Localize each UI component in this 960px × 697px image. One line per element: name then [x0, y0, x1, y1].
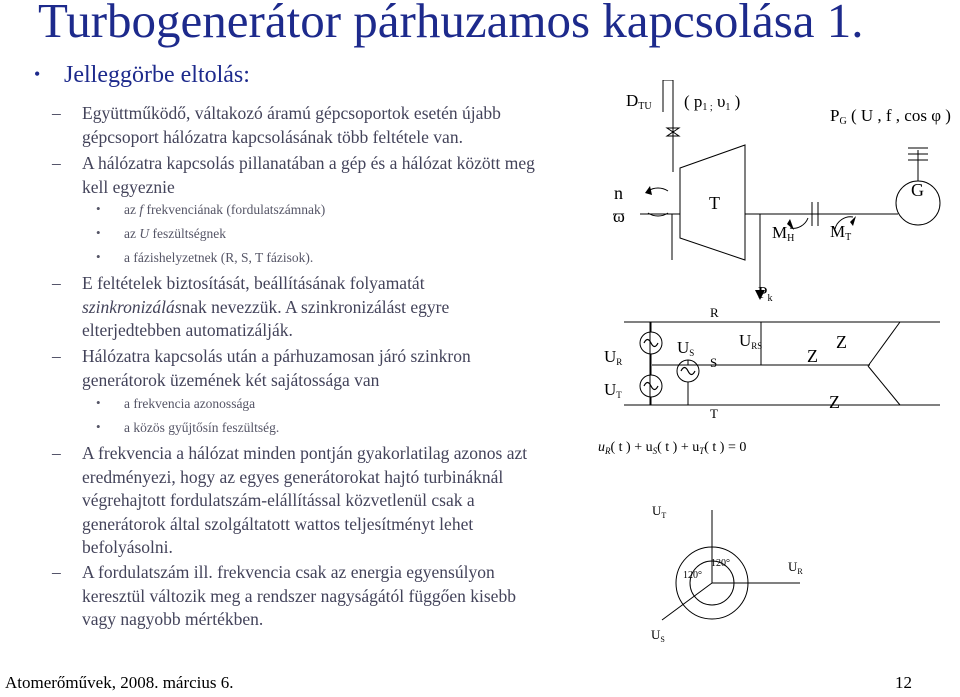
list-item: – Együttműködő, váltakozó áramú gépcsoportok esetén újabb gépcsoport hálózatra kapcsolásának több feltétele van.: [52, 103, 501, 147]
diagram-svg: [580, 80, 960, 670]
p1-label: ( p1 ; υ1 ): [684, 92, 741, 113]
omega-label: ϖ: [613, 206, 625, 226]
list-item: – A hálózatra kapcsolás pillanatában a gép és a hálózat között meg kell egyeznie: [52, 153, 535, 197]
list-item: – Hálózatra kapcsolás után a párhuzamosan járó szinkron generátorok üzemének két sajátossága van: [52, 346, 471, 390]
n-label: n: [614, 183, 623, 203]
dash-icon: –: [52, 443, 61, 463]
turbine-label: T: [709, 193, 720, 213]
phase-r: R: [710, 305, 719, 320]
z-label-1: Z: [836, 332, 847, 352]
ur-label: UR: [604, 347, 623, 367]
slide-content: • Jelleggörbe eltolás: – Együttműködő, váltakozó áramú gépcsoportok esetén újabb gépcsoport hálózatra kapcsolásának több feltétele van. – A hálózatra kapcsolás pillanatában a gép és a hálózat között meg kell egyeznie • az f frekvenciának (fordulatszámnak) • az U feszültségnek • a fázishelyzetnek (R, S, T fázisok). – E feltételek biztosítását, beállításának folyamatát szinkronizálásnak nevezzük. A szinkronizálást egyre elterjedtebben automatizálják. – Hálózatra kapcsolás után a párhuzamosan járó szinkron generátorok üzemének két sajátossága van • a frekvencia azonossága • a közös gyűjtősín feszültség. – A frekvencia a hálózat minden pontján gyakorlatilag azonos azt eredményezi, hogy az egyes generátorokat hajtó turbináknál végrehajtott fordulatszám-elállítással közvetlenül csak a generátorok által szolgáltatott wattos teljesítményt lehet befolyásolni. – A fordulatszám ill. frekvencia csak az energia egyensúlyon keresztül változik meg a rendszer nagyságától függően kisebb vagy nagyobb mértékben.: [0, 0, 600, 640]
footer-left: Atomerőművek, 2008. március 6.: [5, 673, 234, 692]
heading-text: Jelleggörbe eltolás:: [64, 62, 250, 88]
list-item: – A fordulatszám ill. frekvencia csak az energia egyensúlyon keresztül változik meg a rendszer nagyságától függően kisebb vagy nagyobb mértékben.: [52, 562, 516, 629]
phasor-us: $U_S$: [651, 627, 665, 644]
angle-label-a: 120°: [711, 558, 730, 569]
phasor-ut: $U_T$: [652, 503, 667, 520]
mt-label: MT: [830, 222, 852, 243]
phase-s: S: [710, 355, 718, 370]
dash-icon: –: [52, 273, 61, 293]
us-label: US: [677, 338, 695, 358]
z-label-2: Z: [807, 346, 818, 366]
bullet-dot-icon: •: [34, 64, 41, 84]
bullet-dot-icon: •: [96, 395, 101, 410]
dash-icon: –: [52, 562, 61, 582]
bullet-dot-icon: •: [96, 419, 101, 434]
page-number: 12: [895, 673, 912, 692]
bullet-dot-icon: •: [96, 225, 101, 240]
z-label-3: Z: [829, 392, 840, 412]
urs-label: URS: [739, 331, 763, 351]
d-tu-label: DTU: [626, 91, 652, 112]
mh-label: MH: [772, 223, 795, 244]
list-item: – A frekvencia a hálózat minden pontján gyakorlatilag azonos azt eredményezi, hogy az egyes generátorokat hajtó turbináknál végrehajtott fordulatszám-elállítással közvetlenül csak a generátorok által szolgáltatott wattos teljesítményt lehet befolyásolni.: [52, 443, 528, 557]
turbogenerator-diagram: [580, 80, 960, 670]
generator-label: G: [911, 180, 924, 200]
phase-t: T: [710, 406, 718, 421]
ut-label: UT: [604, 380, 622, 400]
dash-icon: –: [52, 346, 61, 366]
bullet-dot-icon: •: [96, 201, 101, 216]
dash-icon: –: [52, 153, 61, 173]
phasor-ur: $U_R$: [788, 559, 803, 576]
dash-icon: –: [52, 103, 61, 123]
pk-label: Pk: [758, 283, 773, 304]
pg-label: PG ( U , f , cos φ ): [830, 106, 951, 127]
angle-label-b: 120°: [683, 570, 702, 581]
list-item: – E feltételek biztosítását, beállításának folyamatát szinkronizálásnak nevezzük. A szinkronizálást egyre elterjedtebben automatizálják.: [52, 273, 450, 340]
slide-title: Turbogenerátor párhuzamos kapcsolása 1.: [38, 0, 864, 48]
equation-text: $u_R$( t ) + $u_S$( t ) + $u_T$( t ) = 0: [598, 440, 747, 456]
bullet-dot-icon: •: [96, 249, 101, 264]
